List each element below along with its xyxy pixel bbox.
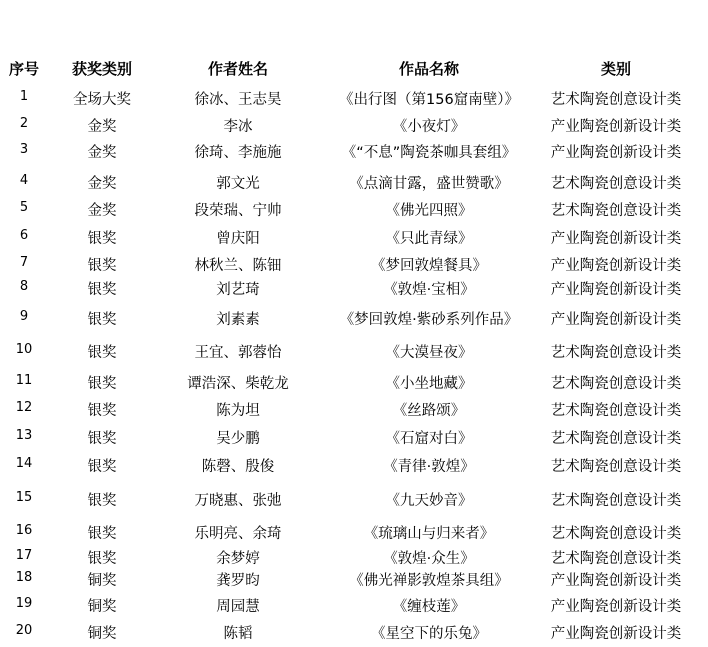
cell-award: 铜奖 <box>87 599 117 615</box>
cell-award: 铜奖 <box>87 626 117 642</box>
header-category: 类别 <box>600 60 631 78</box>
cell-index: 2 <box>19 116 29 131</box>
cell-category: 艺术陶瓷创意设计类 <box>550 376 682 392</box>
cell-category: 产业陶瓷创新设计类 <box>550 312 682 328</box>
cell-work: 《九天妙音》 <box>385 493 473 509</box>
cell-work: 《梦回敦煌·紫砂系列作品》 <box>339 312 519 328</box>
cell-work: 《只此青绿》 <box>385 231 473 247</box>
cell-category: 产业陶瓷创新设计类 <box>550 231 682 247</box>
cell-category: 艺术陶瓷创意设计类 <box>550 551 682 567</box>
cell-award: 银奖 <box>87 551 117 567</box>
cell-author: 林秋兰、陈钿 <box>194 258 282 274</box>
cell-author: 郭文光 <box>216 176 260 192</box>
cell-author: 吴少鹏 <box>216 431 260 447</box>
cell-category: 艺术陶瓷创意设计类 <box>550 176 682 192</box>
cell-category: 艺术陶瓷创意设计类 <box>550 345 682 361</box>
table-row <box>0 372 708 392</box>
cell-award: 银奖 <box>87 258 117 274</box>
cell-category: 艺术陶瓷创意设计类 <box>550 459 682 475</box>
cell-award: 银奖 <box>87 231 117 247</box>
cell-category: 艺术陶瓷创意设计类 <box>550 431 682 447</box>
cell-author: 万晓惠、张弛 <box>194 493 282 509</box>
cell-index: 14 <box>15 456 33 471</box>
cell-index: 5 <box>19 200 29 215</box>
table-header <box>0 58 708 78</box>
cell-award: 银奖 <box>87 493 117 509</box>
cell-author: 李冰 <box>223 119 253 135</box>
cell-author: 段荣瑞、宁帅 <box>194 203 282 219</box>
cell-author: 曾庆阳 <box>216 231 260 247</box>
cell-category: 产业陶瓷创新设计类 <box>550 626 682 642</box>
cell-work: 《琉璃山与归来者》 <box>363 526 495 542</box>
cell-author: 徐冰、王志昊 <box>194 92 282 108</box>
cell-index: 10 <box>15 342 33 357</box>
cell-award: 银奖 <box>87 459 117 475</box>
cell-index: 7 <box>19 255 29 270</box>
cell-author: 余梦婷 <box>216 551 260 567</box>
cell-index: 16 <box>15 523 33 538</box>
cell-category: 艺术陶瓷创意设计类 <box>550 203 682 219</box>
cell-award: 全场大奖 <box>73 92 131 108</box>
cell-work: 《缠枝莲》 <box>392 599 466 615</box>
cell-work: 《“不息”陶瓷茶咖具套组》 <box>341 145 517 161</box>
cell-award: 金奖 <box>87 145 117 161</box>
cell-award: 金奖 <box>87 203 117 219</box>
table-row <box>0 115 708 135</box>
cell-award: 银奖 <box>87 345 117 361</box>
cell-award: 银奖 <box>87 403 117 419</box>
cell-work: 《小坐地藏》 <box>385 376 473 392</box>
cell-category: 艺术陶瓷创意设计类 <box>550 526 682 542</box>
cell-work: 《点滴甘露，盛世赞歌》 <box>349 176 509 192</box>
cell-index: 18 <box>15 570 33 585</box>
table-row <box>0 569 708 589</box>
table-row <box>0 622 708 642</box>
cell-index: 17 <box>15 548 33 563</box>
cell-author: 陈为坦 <box>216 403 260 419</box>
cell-author: 王宜、郭蓉怡 <box>194 345 282 361</box>
cell-work: 《大漠昼夜》 <box>385 345 473 361</box>
table-row <box>0 172 708 192</box>
cell-award: 银奖 <box>87 282 117 298</box>
cell-award: 金奖 <box>87 119 117 135</box>
cell-index: 19 <box>15 596 33 611</box>
table-row <box>0 278 708 298</box>
header-award: 获奖类别 <box>71 60 132 78</box>
cell-work: 《丝路颂》 <box>392 403 466 419</box>
cell-work: 《青律·敦煌》 <box>383 459 475 475</box>
table-row <box>0 547 708 567</box>
cell-author: 刘素素 <box>216 312 260 328</box>
cell-work: 《佛光禅影敦煌茶具组》 <box>349 573 509 589</box>
cell-award: 银奖 <box>87 526 117 542</box>
table-row <box>0 341 708 361</box>
table-row <box>0 254 708 274</box>
cell-index: 13 <box>15 428 33 443</box>
cell-category: 艺术陶瓷创意设计类 <box>550 493 682 509</box>
cell-category: 产业陶瓷创新设计类 <box>550 282 682 298</box>
cell-author: 徐琦、李施施 <box>194 145 282 161</box>
table-row <box>0 489 708 509</box>
table-row <box>0 227 708 247</box>
table-row <box>0 522 708 542</box>
cell-category: 产业陶瓷创新设计类 <box>550 119 682 135</box>
cell-index: 20 <box>15 623 33 638</box>
cell-index: 3 <box>19 142 29 157</box>
cell-category: 产业陶瓷创新设计类 <box>550 145 682 161</box>
cell-work: 《敦煌·众生》 <box>383 551 475 567</box>
cell-award: 银奖 <box>87 312 117 328</box>
table-row <box>0 455 708 475</box>
table-row <box>0 427 708 447</box>
table-row <box>0 199 708 219</box>
cell-index: 4 <box>19 173 29 188</box>
cell-index: 8 <box>19 279 29 294</box>
header-index: 序号 <box>8 60 39 78</box>
cell-index: 1 <box>19 89 29 104</box>
cell-category: 产业陶瓷创新设计类 <box>550 573 682 589</box>
cell-index: 12 <box>15 400 33 415</box>
cell-work: 《梦回敦煌餐具》 <box>371 258 487 274</box>
table-row <box>0 399 708 419</box>
cell-work: 《出行图（第156窟南壁）》 <box>339 92 519 108</box>
cell-index: 15 <box>15 490 33 505</box>
cell-author: 周园慧 <box>216 599 260 615</box>
cell-author: 陈韬 <box>223 626 253 642</box>
table-row <box>0 141 708 161</box>
cell-award: 金奖 <box>87 176 117 192</box>
cell-author: 刘艺琦 <box>216 282 260 298</box>
cell-author: 龚罗昀 <box>216 573 260 589</box>
cell-author: 谭浩深、柴乾龙 <box>187 376 289 392</box>
cell-work: 《石窟对白》 <box>385 431 473 447</box>
table-row <box>0 308 708 328</box>
cell-author: 乐明亮、余琦 <box>194 526 282 542</box>
cell-index: 9 <box>19 309 29 324</box>
cell-category: 产业陶瓷创新设计类 <box>550 599 682 615</box>
table-row <box>0 88 708 108</box>
cell-work: 《小夜灯》 <box>392 119 466 135</box>
header-author: 作者姓名 <box>207 60 268 78</box>
cell-index: 11 <box>15 373 33 388</box>
cell-author: 陈磬、殷俊 <box>201 459 275 475</box>
cell-award: 银奖 <box>87 376 117 392</box>
cell-category: 艺术陶瓷创意设计类 <box>550 403 682 419</box>
cell-work: 《敦煌·宝相》 <box>383 282 475 298</box>
cell-category: 艺术陶瓷创意设计类 <box>550 92 682 108</box>
cell-award: 银奖 <box>87 431 117 447</box>
cell-award: 铜奖 <box>87 573 117 589</box>
header-work: 作品名称 <box>398 60 459 78</box>
table-row <box>0 595 708 615</box>
cell-work: 《星空下的乐兔》 <box>371 626 487 642</box>
cell-index: 6 <box>19 228 29 243</box>
cell-category: 产业陶瓷创新设计类 <box>550 258 682 274</box>
cell-work: 《佛光四照》 <box>385 203 473 219</box>
